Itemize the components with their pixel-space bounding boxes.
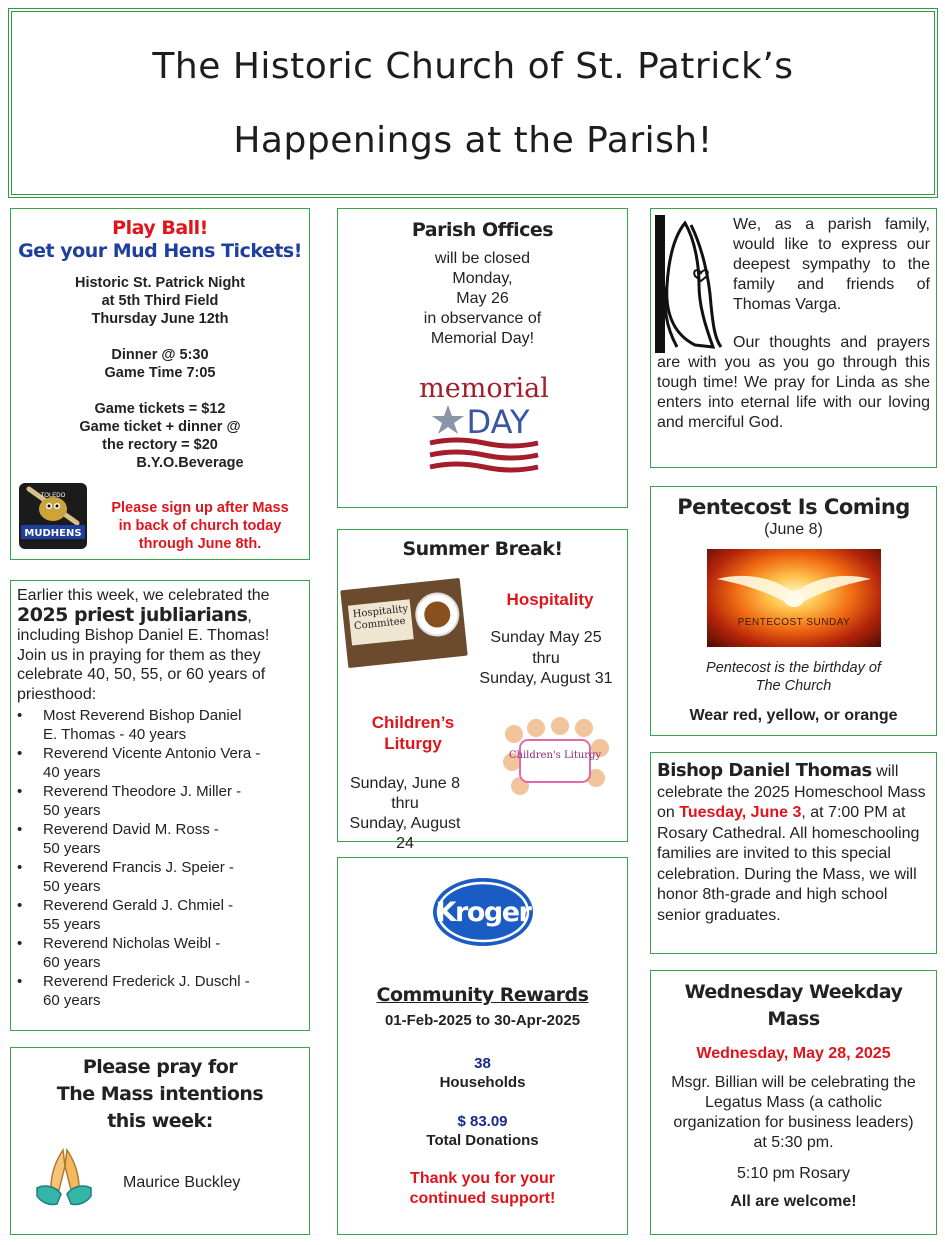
summer-title: Summer Break! xyxy=(402,538,563,560)
households-count: 38 xyxy=(474,1055,491,1072)
homeschool-mass-box xyxy=(650,752,937,954)
intentions-title-line: this week: xyxy=(107,1110,213,1132)
rewards-title: Community Rewards xyxy=(376,984,589,1006)
list-item: • Reverend Gerald J. Chmiel - 55 years xyxy=(11,896,309,934)
pentecost-title: Pentecost Is Coming xyxy=(677,495,910,519)
caption-line: Pentecost is the birthday of xyxy=(706,660,881,676)
date-line: Sunday, August 24 xyxy=(349,815,461,852)
priest-name: Reverend Vicente Antonio Vera - xyxy=(43,745,261,762)
date-line: Sunday May 25 xyxy=(490,629,602,646)
date-line: thru xyxy=(532,649,560,667)
list-item: • Reverend Theodore J. Miller - 50 years xyxy=(11,782,309,820)
jubilarians-list xyxy=(11,706,309,1010)
priest-name: Reverend Theodore J. Miller - xyxy=(43,783,242,800)
sympathy-box xyxy=(650,208,937,468)
mud-hens-box xyxy=(10,208,310,560)
event-line: at 5th Third Field xyxy=(101,293,219,309)
header-title: The Historic Church of St. Patrick’s xyxy=(152,46,794,87)
pentecost-caption xyxy=(651,659,936,695)
list-item: • Reverend Frederick J. Duschl - 60 years xyxy=(11,972,309,1010)
hospitality-image xyxy=(340,578,467,668)
priest-years: 60 years xyxy=(43,954,101,971)
childrens-title xyxy=(358,712,468,754)
playball-title: Play Ball! xyxy=(112,217,208,239)
priest-name: Reverend Nicholas Weibl - xyxy=(43,935,221,952)
praying-hands-icon xyxy=(655,215,727,353)
event-details xyxy=(11,274,309,328)
intentions-title-line: The Mass intentions xyxy=(56,1083,264,1105)
thanks-line: Thank you for your xyxy=(410,1170,555,1187)
notice-line: will be closed xyxy=(434,250,531,267)
thanks-note xyxy=(338,1169,627,1209)
priest-years: 50 years xyxy=(43,840,101,857)
donations-label: Total Donations xyxy=(426,1132,539,1149)
price-line: Game tickets = $12 xyxy=(94,401,226,417)
mass-intentions-box xyxy=(10,1047,310,1235)
kroger-logo xyxy=(431,876,535,948)
households-label: Households xyxy=(439,1074,526,1091)
list-item: • Reverend Francis J. Speier - 50 years xyxy=(11,858,309,896)
priest-years: 55 years xyxy=(43,916,101,933)
bishop-name: Bishop Daniel Thomas xyxy=(657,760,872,781)
ticket-prices xyxy=(11,400,309,472)
event-line: Historic St. Patrick Night xyxy=(74,275,245,291)
pentecost-image xyxy=(707,549,881,647)
rosary-time: 5:10 pm Rosary xyxy=(737,1165,850,1182)
date-line: Sunday, August 31 xyxy=(479,670,613,687)
notice-line: in observance of xyxy=(423,310,542,327)
priest-jubilarians-box xyxy=(10,580,310,1031)
priest-years: 50 years xyxy=(43,802,101,819)
memorial-day-logo xyxy=(419,371,549,475)
wednesday-title-line: Wednesday Weekday xyxy=(684,981,903,1003)
hospitality-dates xyxy=(466,628,626,690)
pentecost-box xyxy=(650,486,937,736)
signup-note xyxy=(95,499,305,553)
date-line: Sunday, June 8 xyxy=(349,775,460,792)
list-item: • Reverend David M. Ross - 50 years xyxy=(11,820,309,858)
intentions-title-line: Please pray for xyxy=(82,1056,238,1078)
pentecost-wear: Wear red, yellow, or orange xyxy=(689,707,898,724)
offices-title: Parish Offices xyxy=(411,219,554,241)
wednesday-mass-box xyxy=(650,970,937,1235)
list-item: • Most Reverend Bishop Daniel E. Thomas - 40 years xyxy=(11,706,309,744)
intro-text-post: , including Bishop Daniel E. Thomas! Join us in praying for them as they celebrate 40, 50, 55, or 60 years of priesthood: xyxy=(17,607,270,703)
date-line: thru xyxy=(391,795,419,812)
list-item: • Reverend Vicente Antonio Vera - 40 years xyxy=(11,744,309,782)
memorial-text: memorial xyxy=(419,373,549,404)
price-line: the rectory = $20 xyxy=(102,437,218,453)
childrens-liturgy-image xyxy=(500,718,612,800)
jubilarians-intro xyxy=(11,581,309,704)
caption-line: The Church xyxy=(755,678,832,694)
thanks-line: continued support! xyxy=(409,1190,556,1207)
wednesday-date: Wednesday, May 28, 2025 xyxy=(696,1045,891,1062)
rewards-range: 01-Feb-2025 to 30-Apr-2025 xyxy=(384,1012,581,1029)
day-text: DAY xyxy=(466,403,530,441)
intro-text: Earlier this week, we celebrated the xyxy=(17,587,270,604)
pentecost-date: (June 8) xyxy=(764,521,823,538)
signup-line: Please sign up after Mass xyxy=(111,500,289,516)
intro-bold: 2025 priest jubliarians xyxy=(17,603,248,626)
notice-line: May 26 xyxy=(456,290,509,307)
childrens-dates xyxy=(340,774,470,854)
list-item: • Reverend Nicholas Weibl - 60 years xyxy=(11,934,309,972)
header-subtitle: Happenings at the Parish! xyxy=(233,120,713,161)
all-welcome: All are welcome! xyxy=(730,1193,857,1210)
star-icon xyxy=(432,405,464,434)
priest-years: E. Thomas - 40 years xyxy=(43,726,187,743)
signup-line: through June 8th. xyxy=(138,536,262,552)
newsletter-header xyxy=(8,8,938,198)
offices-notice xyxy=(338,249,627,349)
time-line: Game Time 7:05 xyxy=(104,365,216,381)
logo-small-text: TOLEDO xyxy=(40,493,66,499)
wednesday-title xyxy=(651,979,936,1033)
pentecost-img-label: PENTECOST SUNDAY xyxy=(737,617,850,628)
event-times xyxy=(11,346,309,382)
playball-subtitle: Get your Mud Hens Tickets! xyxy=(18,240,302,262)
price-line: Game ticket + dinner @ xyxy=(79,419,241,435)
signup-line: in back of church today xyxy=(118,518,282,534)
hospitality-title: Hospitality xyxy=(506,590,594,609)
wednesday-title-line: Mass xyxy=(767,1008,820,1030)
price-line: B.Y.O.Beverage xyxy=(136,455,244,471)
priest-years: 50 years xyxy=(43,878,101,895)
childrens-title-line: Children’s xyxy=(371,713,455,732)
kroger-logo-text: Kroger xyxy=(435,897,530,928)
wednesday-body: Msgr. Billian will be celebrating the Legatus Mass (a catholic organization for business leaders) at 5:30 pm. xyxy=(671,1074,916,1151)
intentions-title xyxy=(11,1054,309,1135)
priest-name: Reverend Francis J. Speier - xyxy=(43,859,234,876)
priest-name: Most Reverend Bishop Daniel xyxy=(43,707,242,724)
sympathy-para: Our thoughts and prayers are with you as you go through this tough time! We pray for Linda as she enters into eternal life with our loving and merciful God. xyxy=(657,334,930,431)
parish-offices-box xyxy=(337,208,628,508)
kroger-rewards-box xyxy=(337,857,628,1235)
hospitality-img-label: Hospitality Commitee xyxy=(348,599,414,645)
priest-years: 60 years xyxy=(43,992,101,1009)
intention-name: Maurice Buckley xyxy=(123,1174,241,1191)
logo-text: MUDHENS xyxy=(24,528,82,539)
priest-years: 40 years xyxy=(43,764,101,781)
summer-break-box xyxy=(337,529,628,852)
priest-name: Reverend Gerald J. Chmiel - xyxy=(43,897,234,914)
mass-date: Tuesday, June 3 xyxy=(679,804,802,821)
time-line: Dinner @ 5:30 xyxy=(111,347,209,363)
homeschool-mass-text xyxy=(651,753,936,926)
mudhens-logo xyxy=(19,483,87,549)
notice-line: Memorial Day! xyxy=(430,330,535,347)
praying-hands-emoji-icon xyxy=(29,1144,99,1214)
priest-name: Reverend Frederick J. Duschl - xyxy=(43,973,250,990)
bishop-text-2: , at 7:00 PM at Rosary Cathedral. All homeschooling families are invited to this special celebration. During the Mass, we will honor 8th-grade and high school senior graduates. xyxy=(657,804,920,924)
sympathy-para: We, as a parish family, would like to express our deepest sympathy to the family and friends of Thomas Varga. xyxy=(733,216,930,313)
notice-line: Monday, xyxy=(452,270,513,287)
priest-name: Reverend David M. Ross - xyxy=(43,821,219,838)
donations-amount: $ 83.09 xyxy=(457,1113,508,1130)
coffee-cup-icon xyxy=(413,590,461,638)
childrens-title-line: Liturgy xyxy=(384,734,442,753)
event-line: Thursday June 12th xyxy=(91,311,229,327)
bishop-text: will celebrate the 2025 Homeschool Mass on xyxy=(657,763,926,821)
childrens-img-label: Children's Liturgy xyxy=(508,750,602,761)
